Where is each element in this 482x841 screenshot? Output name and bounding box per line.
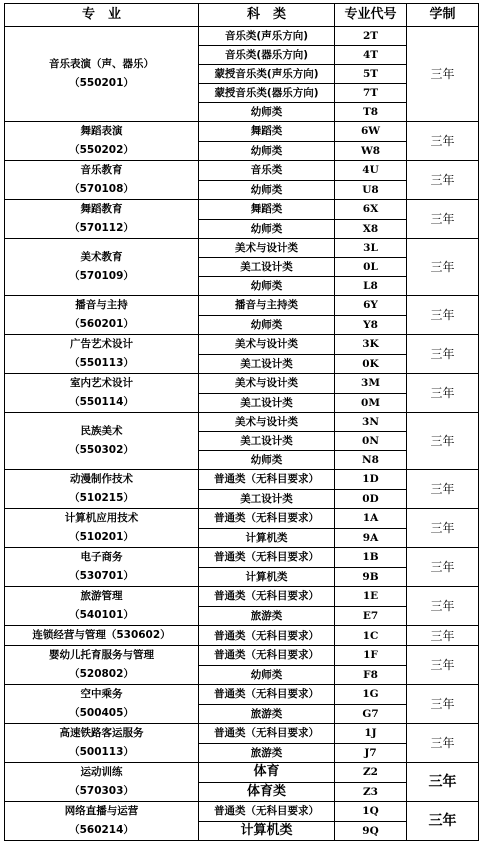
major-name: 旅游管理 <box>80 590 123 602</box>
program-code-cell: 0K <box>335 354 407 374</box>
header-category: 科 类 <box>199 4 335 27</box>
category-cell: 蒙授音乐类(器乐方向) <box>199 84 335 103</box>
major-name: 网络直播与运营 <box>64 805 139 817</box>
major-cell <box>5 374 199 413</box>
major-cell <box>5 161 199 200</box>
program-code-cell: 6Y <box>335 296 407 316</box>
major-name: 舞蹈表演 <box>80 125 123 137</box>
category-cell: 体育类 <box>199 782 335 802</box>
program-code-cell: 2T <box>335 27 407 46</box>
major-name: 室内艺术设计 <box>70 377 133 389</box>
major-cell <box>5 646 199 685</box>
category-cell: 旅游类 <box>199 704 335 724</box>
major-cell <box>5 763 199 802</box>
duration-cell: 三年 <box>407 724 479 763</box>
major-code: （550302） <box>69 444 134 456</box>
program-code-cell: 5T <box>335 65 407 84</box>
category-cell: 普通类（无科目要求） <box>199 724 335 744</box>
program-code-cell: 1B <box>335 548 407 568</box>
header-duration: 学制 <box>407 4 479 27</box>
table-row <box>5 626 479 646</box>
category-cell: 幼师类 <box>199 103 335 122</box>
program-code-cell: 0M <box>335 393 407 413</box>
category-cell: 计算机类 <box>199 821 335 841</box>
major-cell <box>5 509 199 548</box>
major-code: （570112） <box>69 222 134 234</box>
category-cell: 计算机类 <box>199 528 335 548</box>
category-cell: 幼师类 <box>199 315 335 335</box>
major-code: （570303） <box>69 785 134 797</box>
category-cell: 美工设计类 <box>199 258 335 277</box>
duration-cell: 三年 <box>407 374 479 413</box>
duration-cell: 三年 <box>407 413 479 470</box>
major-code: （500113） <box>69 746 134 758</box>
duration-cell: 三年 <box>407 685 479 724</box>
major-name: 高速铁路客运服务 <box>59 727 144 739</box>
program-code-cell: 1E <box>335 587 407 607</box>
major-code: （550113） <box>69 357 134 369</box>
major-name: 播音与主持 <box>75 299 128 311</box>
duration-cell: 三年 <box>407 296 479 335</box>
header-major: 专 业 <box>5 4 199 27</box>
major-cell <box>5 587 199 626</box>
category-cell: 美术与设计类 <box>199 413 335 432</box>
duration-cell: 三年 <box>407 626 479 646</box>
program-code-cell: 9B <box>335 567 407 587</box>
table-row <box>5 413 479 432</box>
program-code-cell: 4T <box>335 46 407 65</box>
table-row <box>5 724 479 744</box>
major-cell <box>5 470 199 509</box>
category-cell: 美工设计类 <box>199 432 335 451</box>
duration-cell: 三年 <box>407 27 479 122</box>
major-cell <box>5 802 199 841</box>
program-code-cell: 1G <box>335 685 407 705</box>
category-cell: 美术与设计类 <box>199 335 335 355</box>
major-code: （570108） <box>69 183 134 195</box>
category-cell: 舞蹈类 <box>199 200 335 220</box>
program-code-cell: 1D <box>335 470 407 490</box>
program-code-cell: F8 <box>335 665 407 685</box>
category-cell: 普通类（无科目要求） <box>199 470 335 490</box>
major-code: （530701） <box>69 570 134 582</box>
category-cell: 音乐类(器乐方向) <box>199 46 335 65</box>
category-cell: 幼师类 <box>199 141 335 161</box>
category-cell: 普通类（无科目要求） <box>199 548 335 568</box>
major-code: （550201） <box>69 77 134 89</box>
table-row <box>5 27 479 46</box>
program-code-cell: 3L <box>335 239 407 258</box>
category-cell: 普通类（无科目要求） <box>199 685 335 705</box>
major-code: （520802） <box>69 668 134 680</box>
program-code-cell: Z2 <box>335 763 407 783</box>
major-name: 美术教育 <box>80 251 123 263</box>
category-cell: 普通类（无科目要求） <box>199 802 335 822</box>
category-cell: 计算机类 <box>199 567 335 587</box>
major-name: 音乐表演（声、器乐） <box>49 58 154 70</box>
program-code-cell: 0L <box>335 258 407 277</box>
program-code-cell: 1F <box>335 646 407 666</box>
program-code-cell: 6W <box>335 122 407 142</box>
category-cell: 美工设计类 <box>199 393 335 413</box>
table-row <box>5 335 479 355</box>
major-name: 舞蹈教育 <box>80 203 123 215</box>
program-table <box>4 3 479 841</box>
category-cell: 旅游类 <box>199 606 335 626</box>
category-cell: 幼师类 <box>199 451 335 470</box>
category-cell: 幼师类 <box>199 180 335 200</box>
major-code: （570109） <box>69 270 134 282</box>
program-code-cell: U8 <box>335 180 407 200</box>
table-row <box>5 802 479 822</box>
table-row <box>5 685 479 705</box>
program-code-cell: 9Q <box>335 821 407 841</box>
program-code-cell: 3K <box>335 335 407 355</box>
program-code-cell: 4U <box>335 161 407 181</box>
major-name: 广告艺术设计 <box>70 338 133 350</box>
category-cell: 幼师类 <box>199 277 335 296</box>
program-code-cell: G7 <box>335 704 407 724</box>
major-name: 空中乘务 <box>80 688 123 700</box>
major-cell <box>5 122 199 161</box>
major-code: （560201） <box>69 318 134 330</box>
category-cell: 蒙授音乐类(声乐方向) <box>199 65 335 84</box>
category-cell: 音乐类(声乐方向) <box>199 27 335 46</box>
category-cell: 旅游类 <box>199 743 335 763</box>
major-code: （550114） <box>69 396 134 408</box>
program-table-container <box>4 3 478 841</box>
major-cell <box>5 626 199 646</box>
table-row <box>5 374 479 394</box>
program-code-cell: Z3 <box>335 782 407 802</box>
major-code: （510201） <box>69 531 134 543</box>
category-cell: 体育 <box>199 763 335 783</box>
table-row <box>5 548 479 568</box>
table-row <box>5 509 479 529</box>
program-code-cell: N8 <box>335 451 407 470</box>
table-row <box>5 239 479 258</box>
duration-cell: 三年 <box>407 548 479 587</box>
category-cell: 普通类（无科目要求） <box>199 626 335 646</box>
program-code-cell: J7 <box>335 743 407 763</box>
major-cell <box>5 548 199 587</box>
duration-cell: 三年 <box>407 763 479 802</box>
program-code-cell: Y8 <box>335 315 407 335</box>
major-name: 民族美术 <box>80 425 123 437</box>
program-table-body <box>5 27 479 841</box>
table-row <box>5 200 479 220</box>
duration-cell: 三年 <box>407 200 479 239</box>
major-name: 连锁经营与管理（530602） <box>32 629 171 641</box>
program-code-cell: 1J <box>335 724 407 744</box>
program-code-cell: L8 <box>335 277 407 296</box>
major-code: （540101） <box>69 609 134 621</box>
table-row <box>5 296 479 316</box>
category-cell: 幼师类 <box>199 665 335 685</box>
duration-cell: 三年 <box>407 161 479 200</box>
category-cell: 普通类（无科目要求） <box>199 646 335 666</box>
duration-cell: 三年 <box>407 122 479 161</box>
program-code-cell: 3N <box>335 413 407 432</box>
category-cell: 美工设计类 <box>199 354 335 374</box>
duration-cell: 三年 <box>407 646 479 685</box>
program-code-cell: X8 <box>335 219 407 239</box>
program-code-cell: 0N <box>335 432 407 451</box>
table-row <box>5 161 479 181</box>
major-name: 婴幼儿托育服务与管理 <box>49 649 154 661</box>
program-code-cell: 1C <box>335 626 407 646</box>
duration-cell: 三年 <box>407 802 479 841</box>
program-code-cell: W8 <box>335 141 407 161</box>
major-name: 计算机应用技术 <box>64 512 139 524</box>
program-code-cell: 1Q <box>335 802 407 822</box>
category-cell: 幼师类 <box>199 219 335 239</box>
major-name: 电子商务 <box>80 551 123 563</box>
major-cell <box>5 27 199 122</box>
program-code-cell: 9A <box>335 528 407 548</box>
major-cell <box>5 296 199 335</box>
major-cell <box>5 335 199 374</box>
category-cell: 美术与设计类 <box>199 374 335 394</box>
major-code: （560214） <box>69 824 134 836</box>
category-cell: 普通类（无科目要求） <box>199 587 335 607</box>
program-code-cell: T8 <box>335 103 407 122</box>
duration-cell: 三年 <box>407 587 479 626</box>
table-row <box>5 763 479 783</box>
header-row <box>5 4 479 27</box>
major-cell <box>5 413 199 470</box>
duration-cell: 三年 <box>407 509 479 548</box>
program-code-cell: E7 <box>335 606 407 626</box>
program-code-cell: 6X <box>335 200 407 220</box>
program-code-cell: 3M <box>335 374 407 394</box>
major-code: （510215） <box>69 492 134 504</box>
table-row <box>5 587 479 607</box>
major-cell <box>5 239 199 296</box>
category-cell: 美工设计类 <box>199 489 335 509</box>
table-row <box>5 646 479 666</box>
major-name: 动漫制作技术 <box>70 473 133 485</box>
program-code-cell: 0D <box>335 489 407 509</box>
category-cell: 舞蹈类 <box>199 122 335 142</box>
major-cell <box>5 724 199 763</box>
program-code-cell: 1A <box>335 509 407 529</box>
category-cell: 美术与设计类 <box>199 239 335 258</box>
major-cell <box>5 200 199 239</box>
duration-cell: 三年 <box>407 470 479 509</box>
major-name: 音乐教育 <box>80 164 123 176</box>
major-cell <box>5 685 199 724</box>
category-cell: 播音与主持类 <box>199 296 335 316</box>
header-code: 专业代号 <box>335 4 407 27</box>
duration-cell: 三年 <box>407 239 479 296</box>
table-row <box>5 470 479 490</box>
major-name: 运动训练 <box>80 766 123 778</box>
category-cell: 音乐类 <box>199 161 335 181</box>
major-code: （500405） <box>69 707 134 719</box>
duration-cell: 三年 <box>407 335 479 374</box>
category-cell: 普通类（无科目要求） <box>199 509 335 529</box>
program-code-cell: 7T <box>335 84 407 103</box>
major-code: （550202） <box>69 144 134 156</box>
table-row <box>5 122 479 142</box>
